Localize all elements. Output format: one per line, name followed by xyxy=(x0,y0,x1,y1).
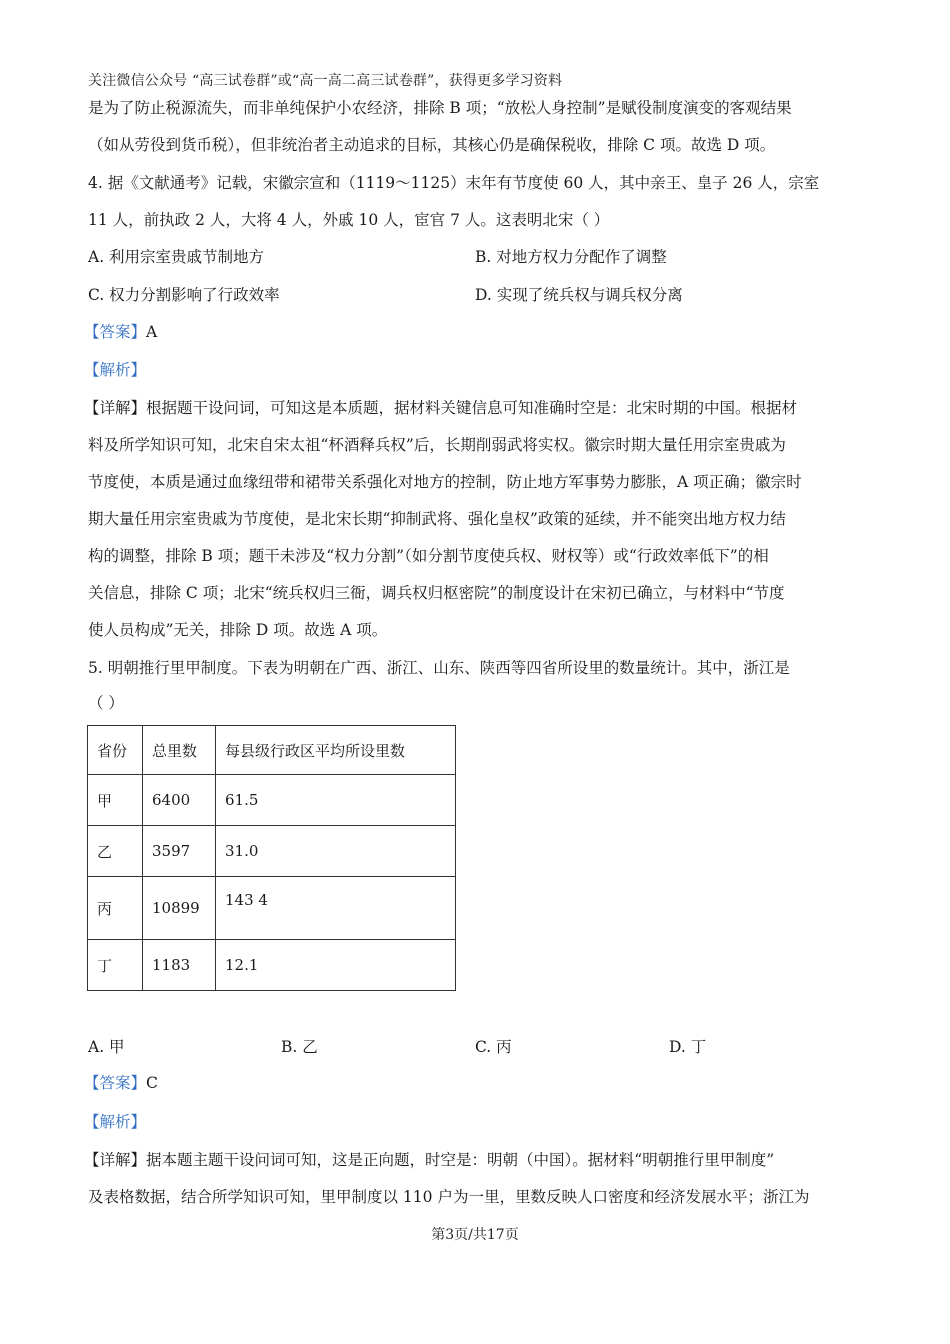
table-row xyxy=(88,940,456,991)
q4-detail-line-2: 料及所学知识可知，北宋自宋太祖“杯酒释兵权”后，长期削弱武将实权。徽宗时期大量任用宗室贵戚为 xyxy=(88,436,786,454)
q4-detail-line-3: 节度使，本质是通过血缘纽带和裙带关系强化对地方的控制，防止地方军事势力膨胀，A 项正确；徽宗时 xyxy=(88,473,802,491)
table-header-cell: 省份 xyxy=(88,726,143,775)
table-cell: 3597 xyxy=(143,826,216,877)
table-row xyxy=(88,826,456,877)
q4-detail-line-5: 构的调整，排除 B 项；题干未涉及“权力分割”（如分割节度使兵权、财权等）或“行政效率低下”的相 xyxy=(88,547,769,565)
table-cell: 丙 xyxy=(88,877,143,940)
q5-analysis-line xyxy=(84,1112,146,1132)
q5-answer-line xyxy=(84,1073,158,1093)
table-cell: 丁 xyxy=(88,940,143,991)
table-cell: 143 4 xyxy=(216,877,456,940)
table-cell: 12.1 xyxy=(216,940,456,991)
page-footer: 第3页/共17页 xyxy=(431,1227,519,1243)
q4-option-c: C. 权力分割影响了行政效率 xyxy=(88,286,280,304)
q5-data-table xyxy=(87,725,456,991)
q5-option-b: B. 乙 xyxy=(281,1038,318,1056)
q5-option-a: A. 甲 xyxy=(88,1038,125,1056)
table-header-row xyxy=(88,726,456,775)
table-cell: 6400 xyxy=(143,775,216,826)
header-watermark: 关注微信公众号 “高三试卷群”或“高一高二高三试卷群”，获得更多学习资料 xyxy=(88,73,563,89)
table-cell: 1183 xyxy=(143,940,216,991)
table-cell: 31.0 xyxy=(216,826,456,877)
q5-answer-tag: 【答案】 xyxy=(84,1074,147,1092)
q5-detail-text-1: 据本题主题干设问词可知，这是正向题，时空是：明朝（中国）。据材料“明朝推行里甲制度” xyxy=(146,1151,775,1169)
table-header-cell: 每县级行政区平均所设里数 xyxy=(216,726,456,775)
q5-option-d: D. 丁 xyxy=(669,1038,707,1056)
q5-detail-line-1 xyxy=(84,1150,774,1170)
table-cell: 甲 xyxy=(88,775,143,826)
q4-answer-value: A xyxy=(146,323,158,341)
q5-stem-line-1: 5. 明朝推行里甲制度。下表为明朝在广西、浙江、山东、陕西等四省所设里的数量统计。其中，浙江是 xyxy=(88,659,790,677)
table-cell: 乙 xyxy=(88,826,143,877)
q4-stem-line-1: 4. 据《文献通考》记载，宋徽宗宣和（1119～1125）末年有节度使 60 人，其中亲王、皇子 26 人，宗室 xyxy=(88,174,820,192)
table-cell: 61.5 xyxy=(216,775,456,826)
table-cell: 10899 xyxy=(143,877,216,940)
intro-line-2: （如从劳役到货币税），但非统治者主动追求的目标，其核心仍是确保税收，排除 C 项。故选 D 项。 xyxy=(88,136,776,154)
q4-detail-tag: 【详解】 xyxy=(84,399,147,417)
q4-analysis-tag: 【解析】 xyxy=(84,361,147,379)
q5-detail-line-2: 及表格数据，结合所学知识可知，里甲制度以 110 户为一里，里数反映人口密度和经济发展水平；浙江为 xyxy=(88,1188,810,1206)
q4-answer-line xyxy=(84,322,157,342)
q4-stem-line-2: 11 人，前执政 2 人，大将 4 人，外戚 10 人，宦官 7 人。这表明北宋（ ） xyxy=(88,211,610,229)
table-header-cell: 总里数 xyxy=(143,726,216,775)
q4-option-a: A. 利用宗室贵戚节制地方 xyxy=(88,248,265,266)
q4-option-b: B. 对地方权力分配作了调整 xyxy=(475,248,667,266)
table-row xyxy=(88,775,456,826)
q4-analysis-line xyxy=(84,360,146,380)
q5-stem-line-2: （ ） xyxy=(88,694,124,712)
q4-detail-text-1: 根据题干设问词，可知这是本质题，据材料关键信息可知准确时空是：北宋时期的中国。根据材 xyxy=(146,399,798,417)
q4-detail-line-7: 使人员构成”无关，排除 D 项。故选 A 项。 xyxy=(88,621,388,639)
q4-detail-line-4: 期大量任用宗室贵戚为节度使，是北宋长期“抑制武将、强化皇权”政策的延续，并不能突出地方权力结 xyxy=(88,510,786,528)
q5-detail-tag: 【详解】 xyxy=(84,1151,147,1169)
q4-option-d: D. 实现了统兵权与调兵权分离 xyxy=(475,286,683,304)
q5-analysis-tag: 【解析】 xyxy=(84,1113,147,1131)
table-row xyxy=(88,877,456,940)
q5-option-c: C. 丙 xyxy=(475,1038,512,1056)
q4-detail-line-1 xyxy=(84,398,797,418)
q5-answer-value: C xyxy=(146,1074,158,1092)
intro-line-1: 是为了防止税源流失，而非单纯保护小农经济，排除 B 项；“放松人身控制”是赋役制度演变的客观结果 xyxy=(88,99,792,117)
q4-detail-line-6: 关信息，排除 C 项；北宋“统兵权归三衙，调兵权归枢密院”的制度设计在宋初已确立，与材料中“节度 xyxy=(88,584,785,602)
q4-answer-tag: 【答案】 xyxy=(84,323,147,341)
